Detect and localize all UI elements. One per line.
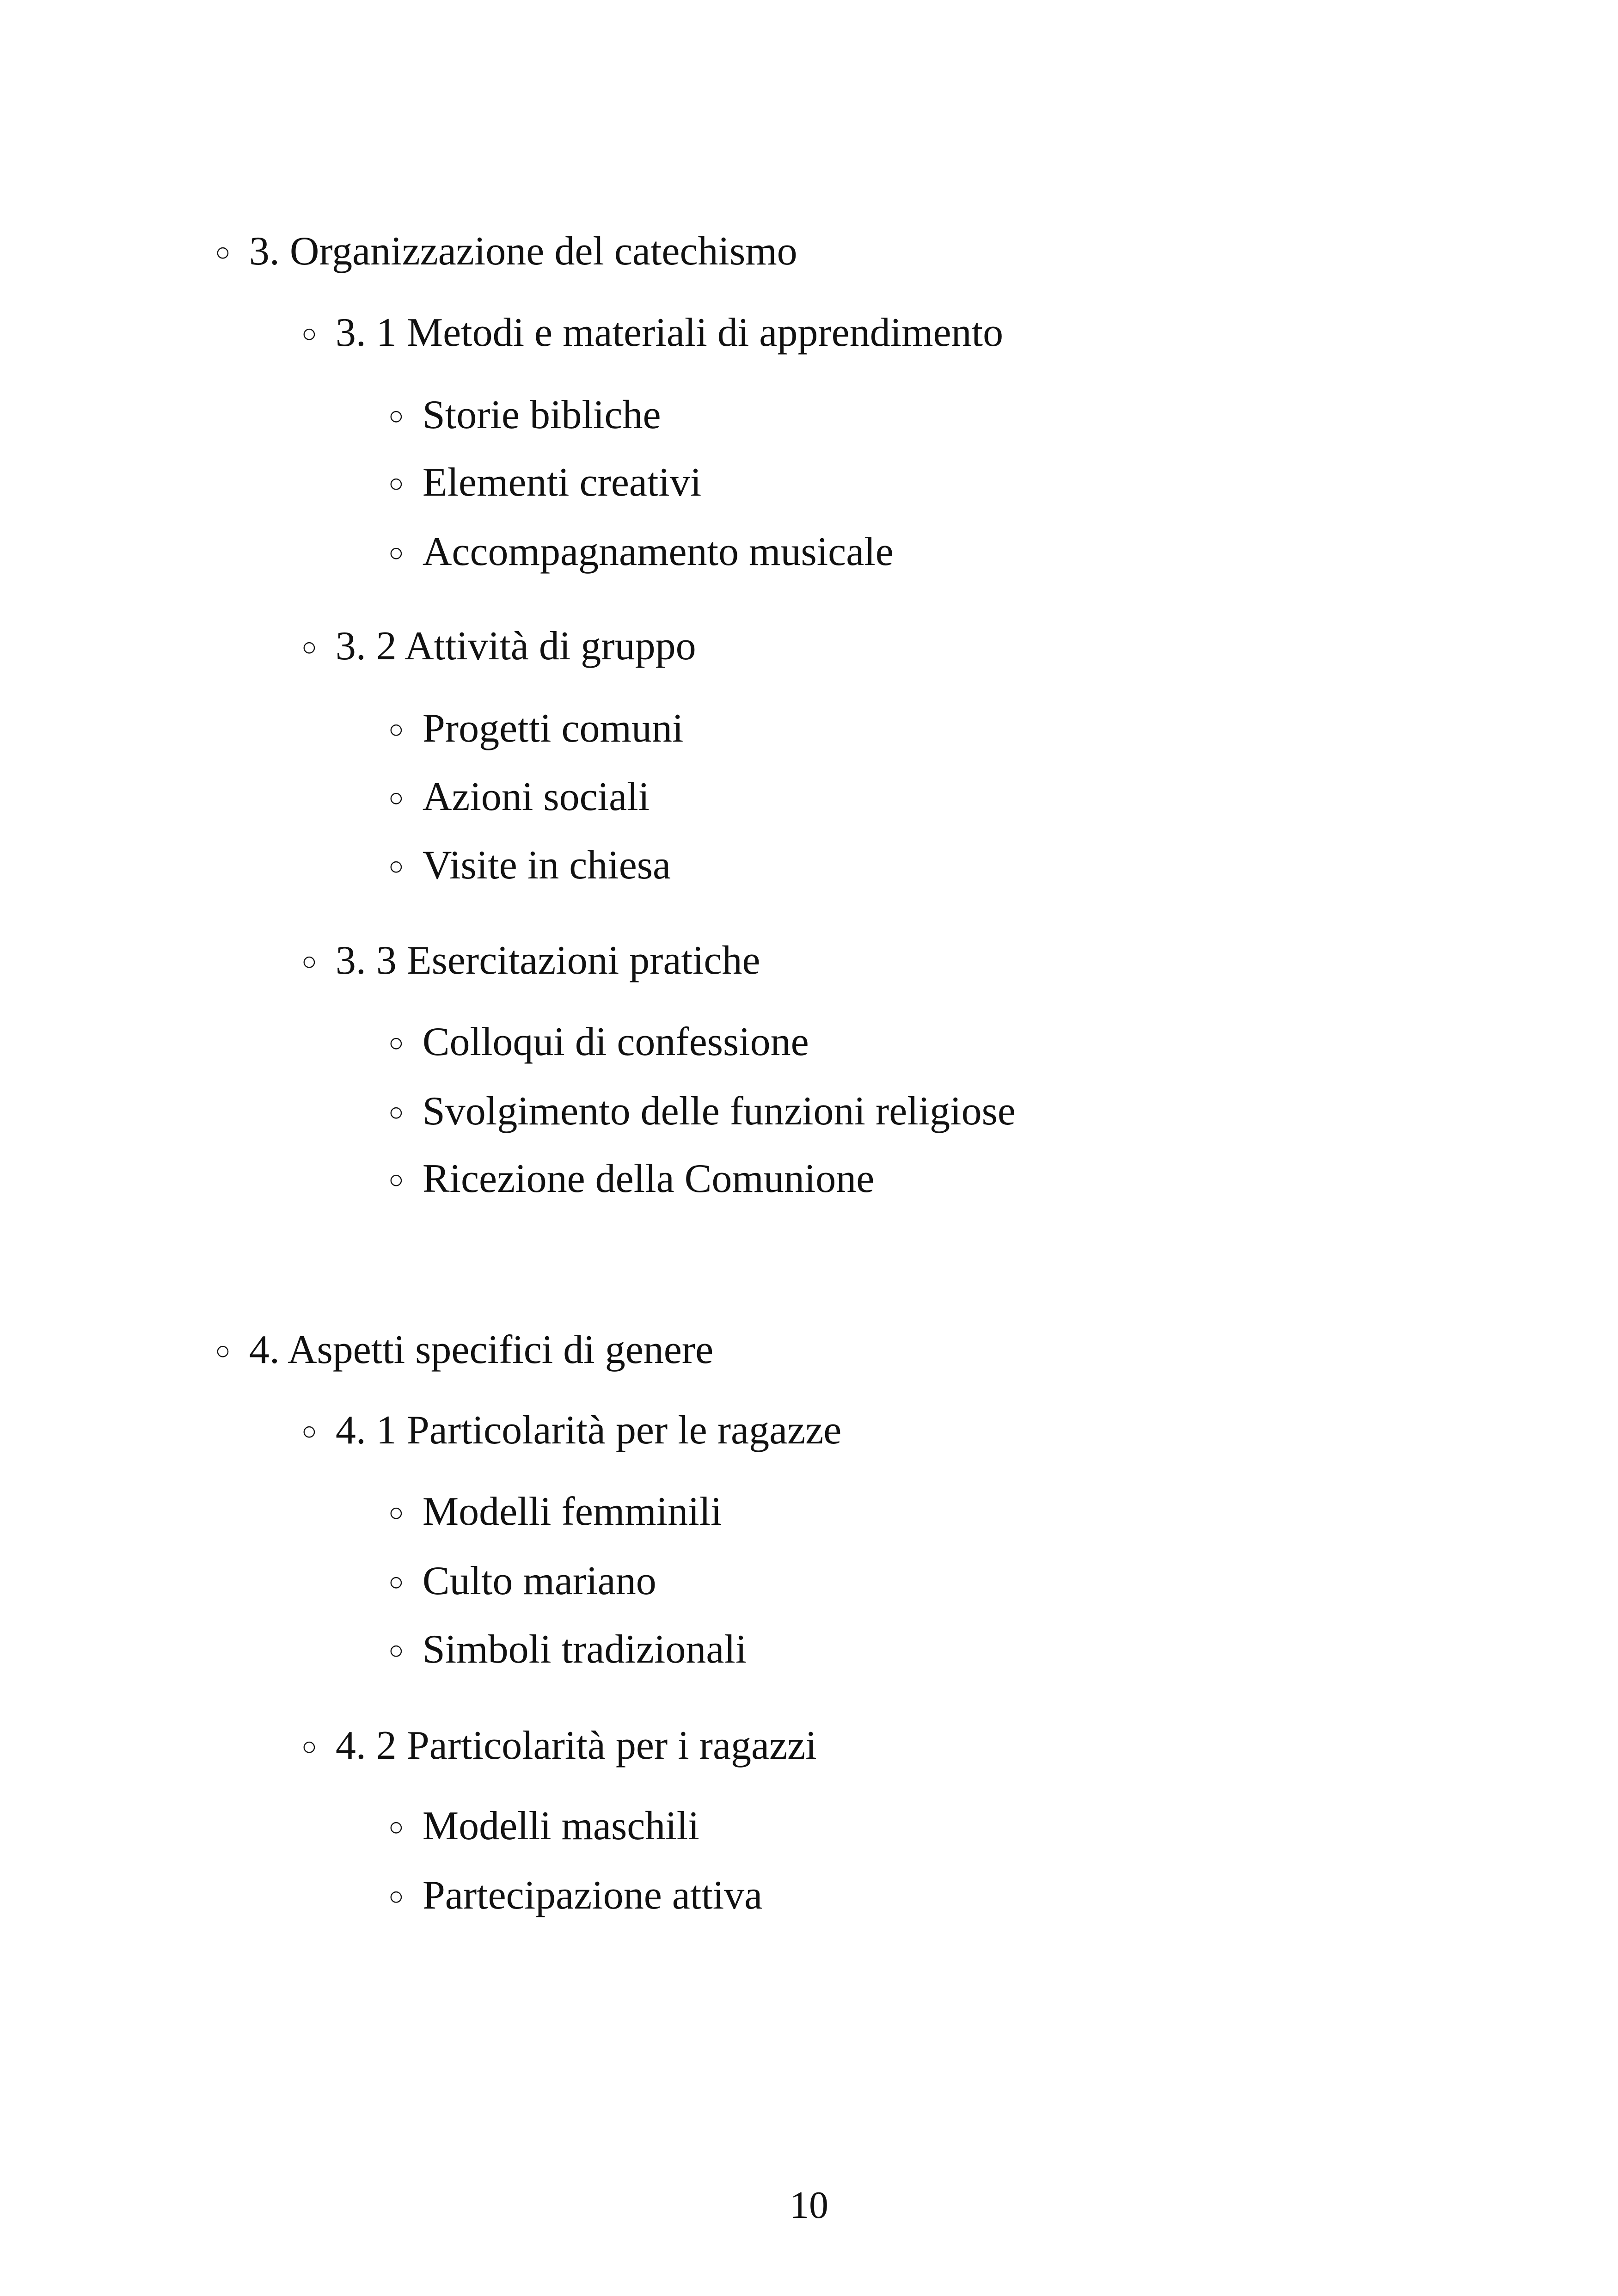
list-item-text: Azioni sociali [422,774,650,819]
list-item-text: Modelli maschili [422,1804,699,1848]
list-item-text: Ricezione della Comunione [422,1156,875,1201]
outline-item-level3 [388,774,650,819]
hollow-circle-bullet-icon: ○ [388,1166,404,1194]
outline-item-level3 [388,529,894,574]
subsection-title: 3. 3 Esercitazioni pratiche [335,938,760,983]
outline-item-level1 [215,231,797,272]
subsection-title: 4. 1 Particolarità per le ragazze [335,1408,842,1453]
list-item-text: Svolgimento delle funzioni religiose [422,1089,1016,1134]
hollow-circle-bullet-icon: ○ [301,633,317,662]
hollow-circle-bullet-icon: ○ [388,1498,404,1527]
subsection-title: 3. 1 Metodi e materiali di apprendimento [335,310,1004,355]
outline-item-level3 [388,1091,1016,1132]
list-item-text: Simboli tradizionali [422,1627,747,1672]
list-item-text: Elementi creativi [422,460,702,505]
list-item-text: Modelli femminili [422,1489,722,1534]
outline-item-level3 [388,1875,762,1916]
list-item-text: Partecipazione attiva [422,1873,763,1918]
list-item-text: Visite in chiesa [422,843,671,888]
hollow-circle-bullet-icon: ○ [388,539,404,567]
outline-item-level3 [388,1489,722,1534]
outline-item-level3 [388,1156,875,1201]
outline-item-level1 [215,1327,714,1372]
hollow-circle-bullet-icon: ○ [388,1813,404,1842]
outline-item-level3 [388,1629,747,1670]
outline-item-level3 [388,1561,656,1602]
hollow-circle-bullet-icon: ○ [388,1568,404,1596]
hollow-circle-bullet-icon: ○ [301,1417,317,1446]
outline-item-level3 [388,395,661,436]
outline-item-level2 [301,310,1004,355]
hollow-circle-bullet-icon: ○ [388,784,404,812]
outline-item-level2 [301,940,760,981]
list-item-text: Accompagnamento musicale [422,529,894,574]
subsection-title: 4. 2 Particolarità per i ragazzi [335,1723,817,1768]
hollow-circle-bullet-icon: ○ [388,852,404,881]
outline-item-level2 [301,626,696,667]
hollow-circle-bullet-icon: ○ [301,319,317,348]
hollow-circle-bullet-icon: ○ [301,947,317,976]
hollow-circle-bullet-icon: ○ [388,402,404,430]
hollow-circle-bullet-icon: ○ [215,238,231,267]
subsection-title: 3. 2 Attività di gruppo [335,624,696,669]
hollow-circle-bullet-icon: ○ [388,469,404,498]
list-item-text: Colloqui di confessione [422,1019,809,1064]
hollow-circle-bullet-icon: ○ [388,1098,404,1127]
section-title: 4. Aspetti specifici di genere [249,1327,714,1372]
outline-item-level3 [388,708,683,749]
hollow-circle-bullet-icon: ○ [388,1029,404,1057]
hollow-circle-bullet-icon: ○ [301,1732,317,1761]
outline-item-level2 [301,1725,817,1766]
outline-item-level3 [388,1019,809,1064]
outline-item-level3 [388,845,671,886]
list-item-text: Storie bibliche [422,393,661,437]
list-item-text: Progetti comuni [422,706,684,751]
list-item-text: Culto mariano [422,1559,656,1603]
outline-item-level2 [301,1410,841,1451]
outline-item-level3 [388,1806,699,1847]
hollow-circle-bullet-icon: ○ [215,1337,231,1365]
section-title: 3. Organizzazione del catechismo [249,229,797,274]
hollow-circle-bullet-icon: ○ [388,1636,404,1665]
hollow-circle-bullet-icon: ○ [388,1882,404,1911]
hollow-circle-bullet-icon: ○ [388,715,404,744]
page-number: 10 [790,2184,828,2227]
outline-item-level3 [388,462,701,503]
